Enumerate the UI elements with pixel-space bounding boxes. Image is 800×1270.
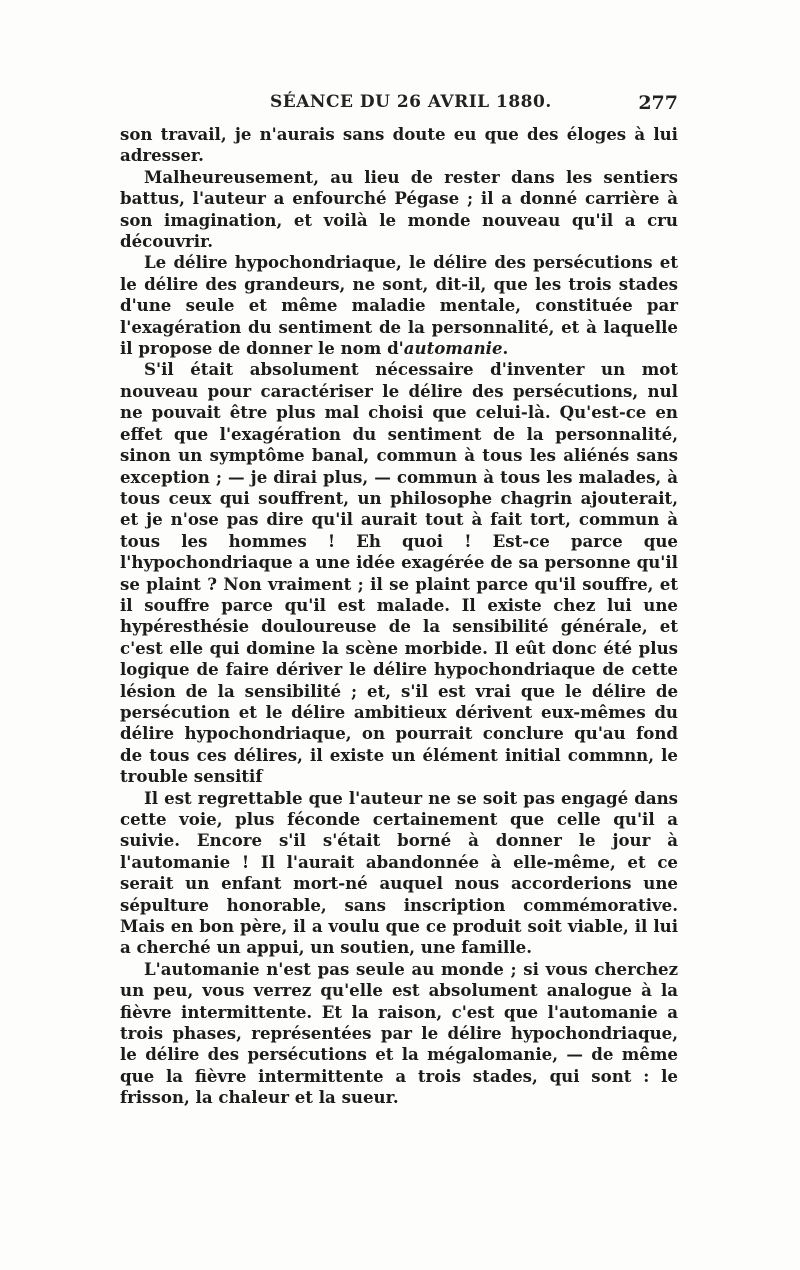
running-head: SÉANCE DU 26 AVRIL 1880. [270,92,552,112]
paragraph-3-end: . [502,338,509,359]
paragraph-3-text: Le délire hypochondriaque, le délire des persécutions et le délire des grandeurs, ne sont, dit-il, que les trois stades d'une seule et même maladie mentale, constituée par l'exagération du sentiment de la personnalité, et à laquelle il propose de donner le nom d' [120,252,678,359]
body-text [120,124,678,1109]
paragraph-3-italic-term: automanie [403,338,503,359]
paragraph-1: son travail, je n'aurais sans doute eu que des éloges à lui adresser. [120,124,678,166]
page-header [120,92,678,118]
paragraph-2: Malheureusement, au lieu de rester dans les sentiers battus, l'auteur a enfourché Pégase ; il a donné carrière à son imagination, et voilà le monde nouveau qu'il a cru découvrir. [120,166,678,252]
paragraph-5: Il est regrettable que l'auteur ne se soit pas engagé dans cette voie, plus féconde certainement que celle qu'il a suivie. Encore s'il s'était borné à donner le jour à l'automanie ! Il l'aurait abandonnée à elle-même, et ce serait un enfant mort-né auquel nous accorderions une sépulture honorable, sans inscription commémorative. Mais en bon père, il a voulu que ce produit soit viable, il lui a cherché un appui, un soutien, une famille. [120,787,678,958]
paragraph-4: S'il était absolument nécessaire d'inventer un mot nouveau pour caractériser le délire des persécutions, nul ne pouvait être plus mal choisi que celui-là. Qu'est-ce en effet que l'exagération du sentiment de la personnalité, sinon un symptôme banal, commun à tous les aliénés sans exception ; — je dirai plus, — commun à tous les malades, à tous ceux qui souffrent, un philosophe chagrin ajouterait, et je n'ose pas dire qu'il aurait tout à fait tort, commun à tous les hommes ! Eh quoi ! Est-ce parce que l'hypochondriaque a une idée exagérée de sa personne qu'il se plaint ? Non vraiment ; il se plaint parce qu'il souffre, et il souffre parce qu'il est malade. Il existe chez lui une hypéresthésie douloureuse de la sensibilité générale, et c'est elle qui domine la scène morbide. Il eût donc été plus logique de faire dériver le délire hypochondriaque de cette lésion de la sensibilité ; et, s'il est vrai que le délire de persécution et le délire ambitieux dérivent eux-mêmes du délire hypochondriaque, on pourrait conclure qu'au fond de tous ces délires, il existe un élément initial commnn, le trouble sensitif [120,359,678,787]
paragraph-6: L'automanie n'est pas seule au monde ; si vous cherchez un peu, vous verrez qu'elle est absolument analogue à la fièvre intermittente. Et la raison, c'est que l'automanie a trois phases, représentées par le délire hypochondriaque, le délire des persécutions et la mégalomanie, — de même que la fièvre intermittente a trois stades, qui sont : le frisson, la chaleur et la sueur. [120,958,678,1108]
paragraph-3 [120,252,678,359]
page-number: 277 [638,92,678,114]
